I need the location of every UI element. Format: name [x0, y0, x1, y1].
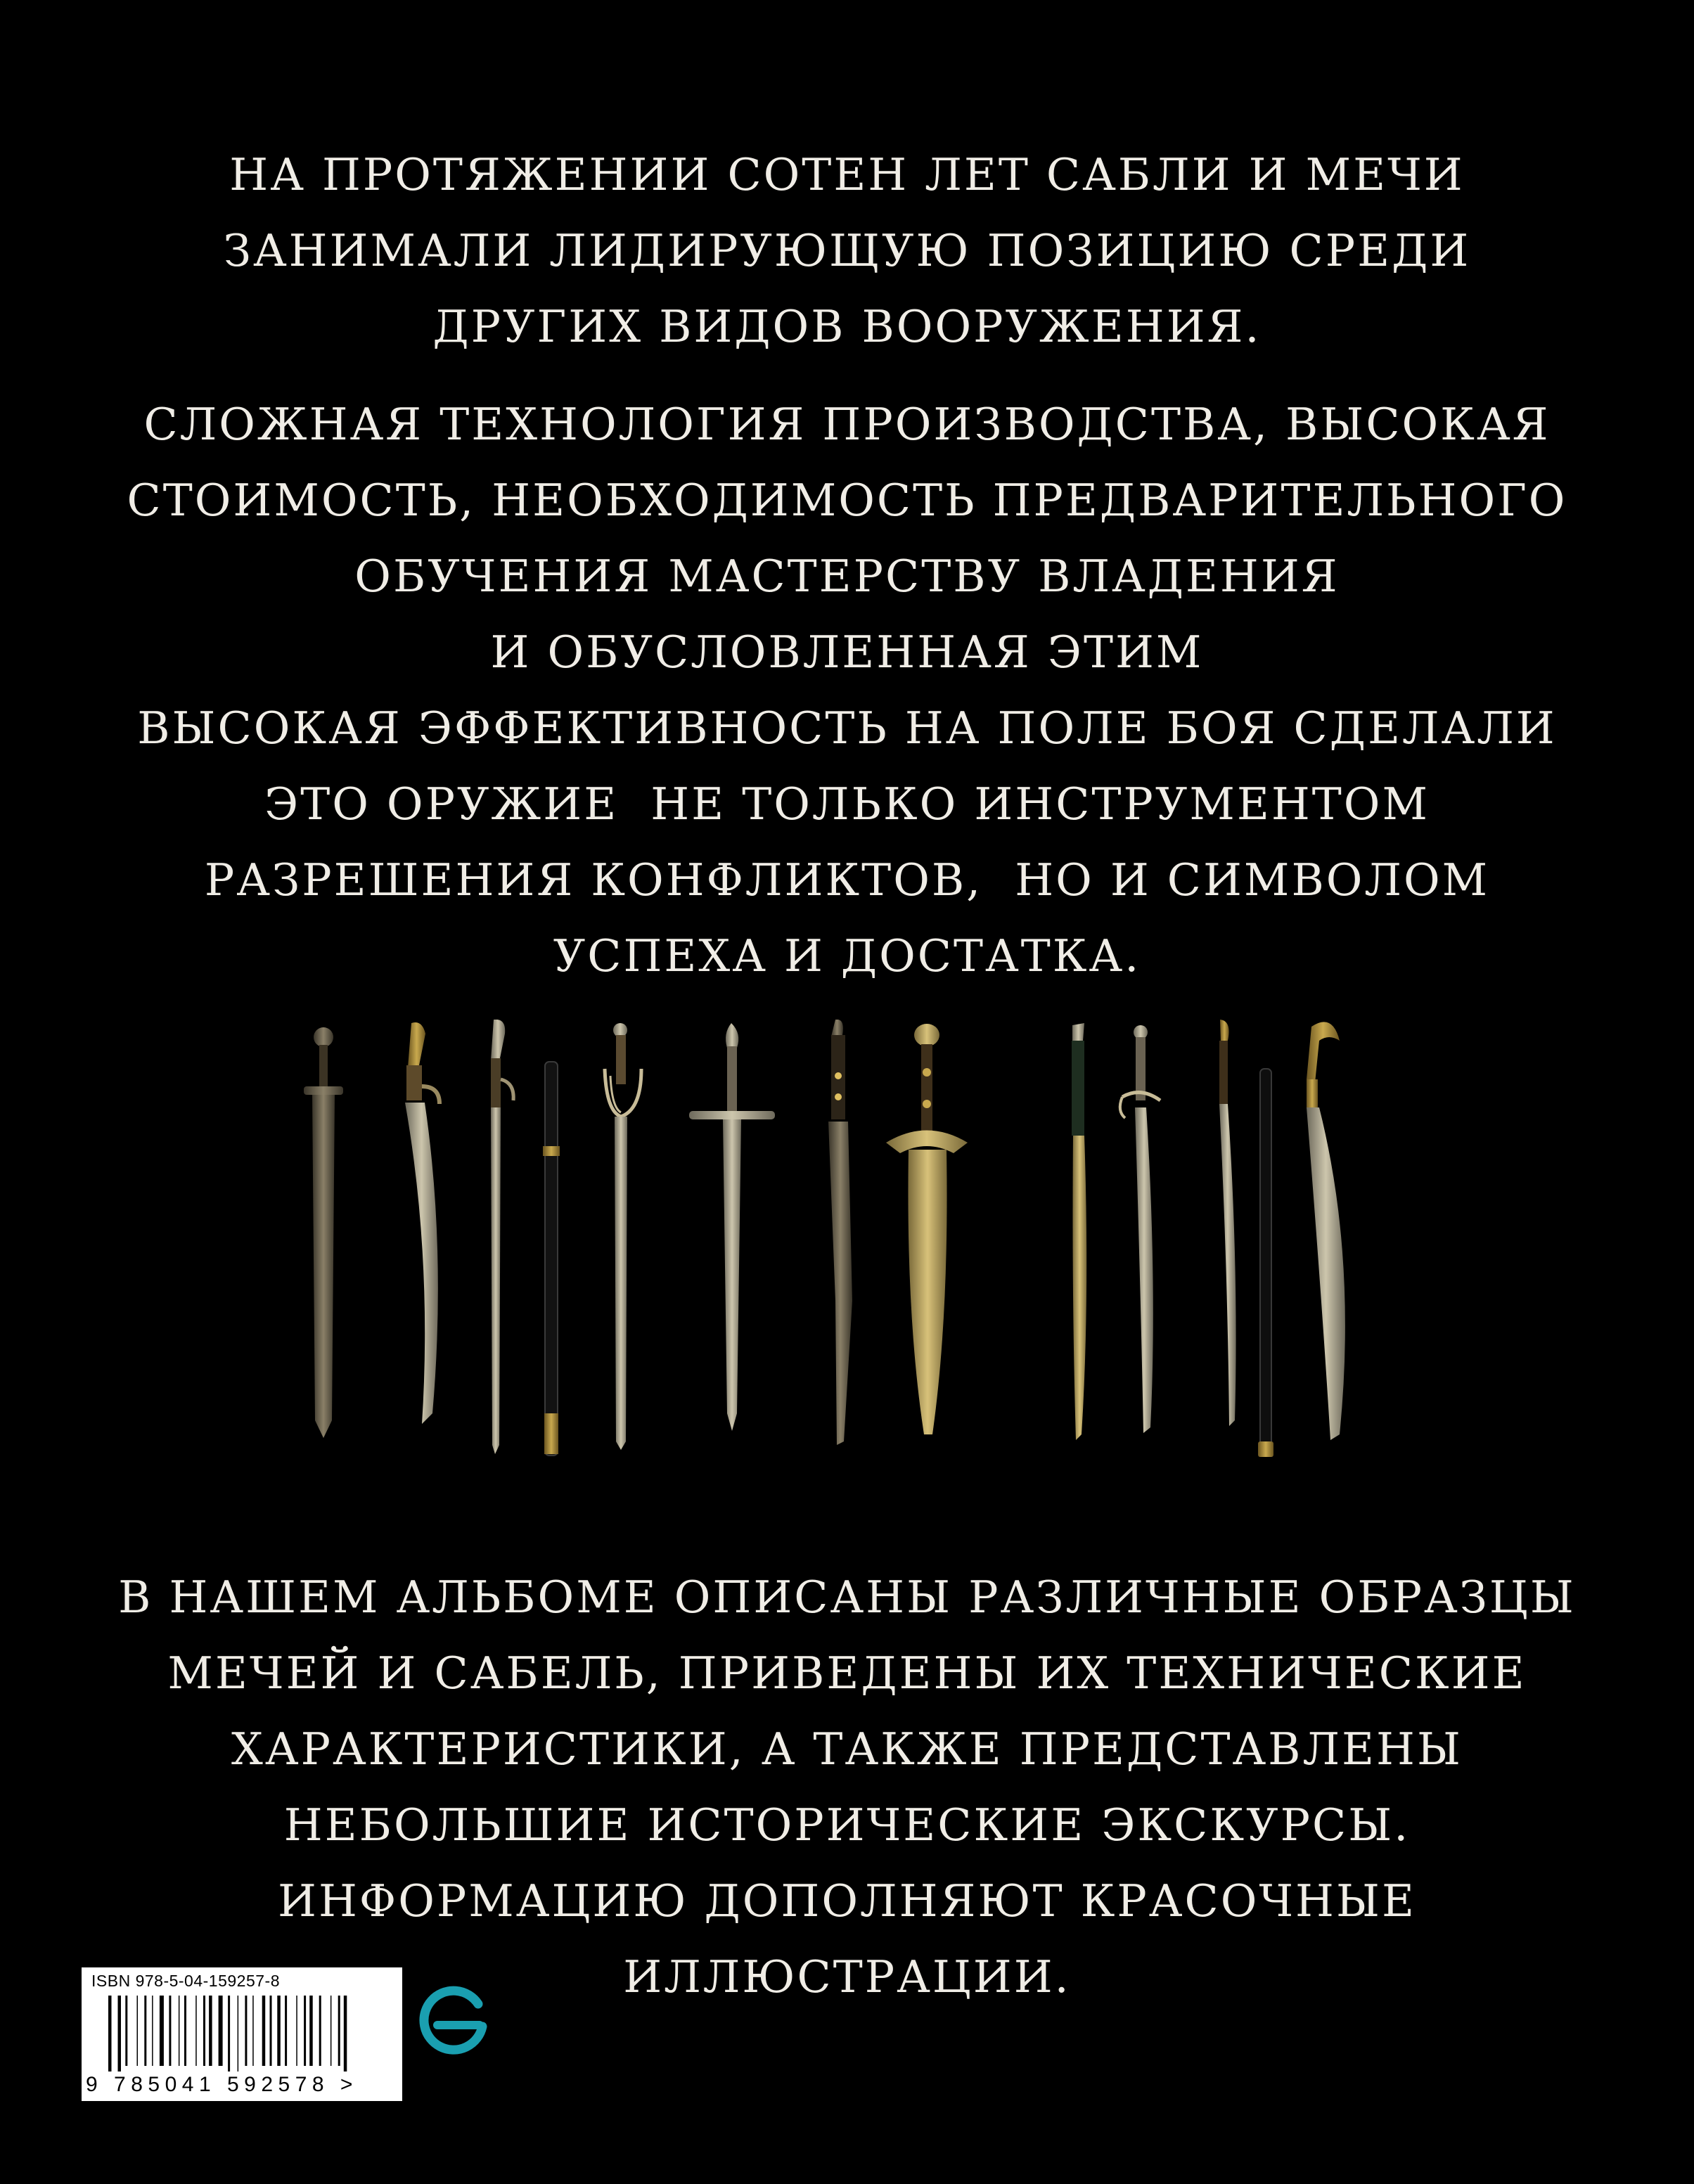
barcode-bar [169, 1996, 171, 2066]
middle-paragraph [0, 387, 1694, 994]
barcode-bars [82, 1994, 402, 2073]
intro-paragraph [0, 137, 1694, 365]
text-line: ВЫСОКАЯ ЭФФЕКТИВНОСТЬ НА ПОЛЕ БОЯ СДЕЛАЛИ [137, 702, 1557, 754]
barcode-bar [262, 1996, 266, 2066]
sword-jeweled [828, 1020, 852, 1445]
text-line: НЕБОЛЬШИЕ ИСТОРИЧЕСКИЕ ЭКСКУРСЫ. [283, 1799, 1411, 1851]
text-line: УСПЕХА И ДОСТАТКА. [553, 930, 1141, 982]
sabre-shashka [1219, 1020, 1273, 1457]
barcode-bar [125, 1996, 127, 2066]
text-line: МЕЧЕЙ И САБЕЛЬ, ПРИВЕДЕНЫ ИХ ТЕХНИЧЕСКИЕ [167, 1647, 1527, 1699]
barcode-bar [203, 1996, 205, 2066]
text-line: ОБУЧЕНИЯ МАСТЕРСТВУ ВЛАДЕНИЯ [354, 551, 1340, 602]
barcode-bar [331, 1996, 332, 2066]
barcode-bar [184, 1996, 186, 2066]
text-line: НА ПРОТЯЖЕНИИ СОТЕН ЛЕТ САБЛИ И МЕЧИ [229, 149, 1465, 200]
text-line: ДРУГИХ ВИДОВ ВООРУЖЕНИЯ. [432, 301, 1262, 352]
sword-with-scabbard [491, 1020, 560, 1456]
barcode-bar [309, 1996, 313, 2066]
barcode-bar [277, 1996, 281, 2066]
text-line: В НАШЕМ АЛЬБОМЕ ОПИСАНЫ РАЗЛИЧНЫЕ ОБРАЗЦЫ [118, 1572, 1576, 1623]
barcode-bar [228, 1996, 230, 2071]
barcode-bar [179, 1996, 180, 2066]
barcode-bar [144, 1996, 146, 2066]
barcode-bar [118, 1996, 122, 2071]
barcode-bar [296, 1996, 297, 2066]
barcode-bar [195, 1996, 197, 2066]
barcode-bar [152, 1996, 153, 2066]
barcode-bar [344, 1996, 347, 2071]
barcode-bar [338, 1996, 340, 2066]
sabre-ornamented [1120, 1025, 1160, 1433]
isbn-label: ISBN 978-5-04-159257-8 [91, 1972, 280, 1990]
sword-kopis [1307, 1022, 1345, 1440]
barcode-bar [108, 1996, 112, 2071]
barcode-bar [252, 1996, 254, 2066]
barcode-bar [238, 1996, 239, 2071]
barcode-bar [219, 1996, 223, 2066]
text-line: ИНФОРМАЦИЮ ДОПОЛНЯЮТ КРАСОЧНЫЕ [278, 1875, 1416, 1927]
barcode-bar [209, 1996, 212, 2066]
sword-longsword [689, 1023, 775, 1431]
barcode-bar [160, 1996, 164, 2066]
sword-viking [304, 1027, 343, 1438]
text-line: ЗАНИМАЛИ ЛИДИРУЮЩУЮ ПОЗИЦИЮ СРЕДИ [223, 225, 1471, 276]
sabre-curved [405, 1022, 439, 1424]
text-line: РАЗРЕШЕНИЯ КОНФЛИКТОВ, НО И СИМВОЛОМ [204, 854, 1490, 906]
isbn-barcode [82, 1967, 402, 2101]
text-line: СТОИМОСТЬ, НЕОБХОДИМОСТЬ ПРЕДВАРИТЕЛЬНОГО [127, 475, 1567, 526]
barcode-bar [137, 1996, 139, 2066]
text-line: ЭТО ОРУЖИЕ НЕ ТОЛЬКО ИНСТРУМЕНТОМ [264, 778, 1430, 830]
sword-falchion [886, 1024, 968, 1434]
text-line: СЛОЖНАЯ ТЕХНОЛОГИЯ ПРОИЗВОДСТВА, ВЫСОКАЯ [143, 399, 1551, 450]
text-line: И ОБУСЛОВЛЕННАЯ ЭТИМ [490, 627, 1204, 678]
ean-digits: 9 785041 592578 > [86, 2073, 358, 2096]
sabre-yatagan [1072, 1023, 1086, 1440]
sword-basket-hilt [605, 1023, 641, 1450]
text-line: ИЛЛЮСТРАЦИИ. [623, 1951, 1071, 2003]
barcode-bar [304, 1996, 306, 2066]
barcode-bar [319, 1996, 321, 2066]
text-line: ХАРАКТЕРИСТИКИ, А ТАКЖЕ ПРЕДСТАВЛЕНЫ [231, 1723, 1463, 1775]
barcode-bar [245, 1996, 247, 2066]
swords-illustration [281, 1020, 1406, 1477]
eksmo-logo-icon [416, 1983, 491, 2060]
barcode-bar [270, 1996, 272, 2066]
barcode-bar [285, 1996, 287, 2066]
closing-paragraph [0, 1560, 1694, 2015]
